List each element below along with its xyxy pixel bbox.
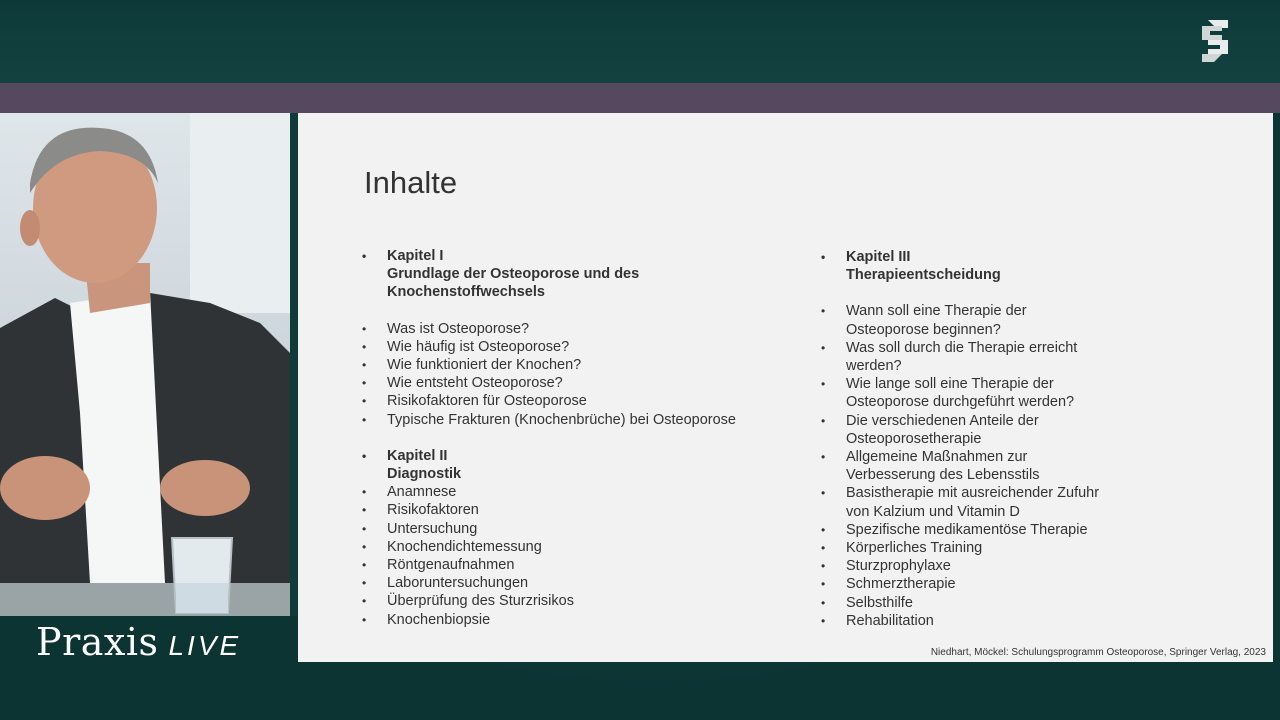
list-item: • Typische Frakturen (Knochenbrüche) bei Osteoporose <box>362 411 736 428</box>
list-item: • Anamnese <box>362 484 457 501</box>
chapter-3-heading: • Kapitel III Therapieentscheidung <box>819 248 1239 284</box>
list-item: • Untersuchung <box>362 520 478 537</box>
chapter-2-subtitle: Diagnostik <box>387 466 462 483</box>
list-item: • Körperliches Training <box>821 540 983 557</box>
channel-logo-icon <box>1196 18 1234 64</box>
chapter-1-heading <box>360 247 790 302</box>
list-item: • Laboruntersuchungen <box>362 575 529 592</box>
list-item: • Risikofaktoren <box>362 502 479 519</box>
list-item: • Röntgenaufnahmen <box>362 557 515 574</box>
list-item: • Spezifische medikamentöse Therapie <box>821 521 1088 538</box>
list-item: • Risikofaktoren für Osteoporose <box>362 393 587 410</box>
speaker-image <box>0 113 290 616</box>
list-item: • Überprüfung des Sturzrisikos <box>362 593 574 610</box>
chapter-3-subtitle: Therapieentscheidung <box>846 267 1001 284</box>
bullet: • <box>362 249 367 263</box>
presentation-slide <box>298 113 1273 662</box>
slide-citation: Niedhart, Möckel: Schulungsprogramm Osteoporose, Springer Verlag, 2023 <box>930 647 1266 658</box>
list-item: • Basistherapie mit ausreichender Zufuhr von Kalzium und Vitamin D <box>821 485 1100 520</box>
logo-suffix: LIVE <box>168 630 242 661</box>
chapter-2-label: Kapitel II <box>387 447 448 464</box>
list-item: • Selbsthilfe <box>821 594 913 611</box>
top-banner <box>0 0 1280 83</box>
video-border <box>290 113 298 616</box>
speaker-video <box>0 113 290 616</box>
left-column <box>360 247 790 629</box>
list-item: • Allgemeine Maßnahmen zur Verbesserung des Lebensstils <box>821 449 1040 484</box>
list-item: • Wann soll eine Therapie der Osteoporose beginnen? <box>821 303 1027 338</box>
list-item: • Schmerztherapie <box>821 576 956 593</box>
accent-band <box>0 83 1280 113</box>
list-item: • Wie häufig ist Osteoporose? <box>362 338 570 355</box>
chapter-2-heading: • Kapitel II Diagnostik <box>360 447 790 483</box>
right-column <box>819 248 1239 630</box>
list-item: • Sturzprophylaxe <box>821 558 951 575</box>
praxis-live-logo <box>36 620 241 670</box>
chapter-1-subtitle-line-2: Knochenstoffwechsels <box>387 284 545 301</box>
list-item: • Wie funktioniert der Knochen? <box>362 357 582 374</box>
list-item: • Rehabilitation <box>821 612 934 629</box>
list-item: • Die verschiedenen Anteile der Osteoporosetherapie <box>821 412 1039 447</box>
list-item: • Wie entsteht Osteoporose? <box>362 375 563 392</box>
slide-title: Inhalte <box>364 165 458 200</box>
list-item: • Wie lange soll eine Therapie der Osteoporose durchgeführt werden? <box>821 376 1075 411</box>
list-item: • Knochendichtemessung <box>362 538 542 555</box>
list-item: • Knochenbiopsie <box>362 611 491 628</box>
chapter-1-subtitle-line-1: Grundlage der Osteoporose und des <box>387 266 640 283</box>
list-item: • Was soll durch die Therapie erreicht werden? <box>821 339 1078 375</box>
chapter-1-label: Kapitel I <box>387 248 444 264</box>
chapter-3-label: Kapitel III <box>846 249 911 265</box>
logo-word: Praxis <box>36 620 159 664</box>
list-item: • Was ist Osteoporose? <box>362 320 530 337</box>
